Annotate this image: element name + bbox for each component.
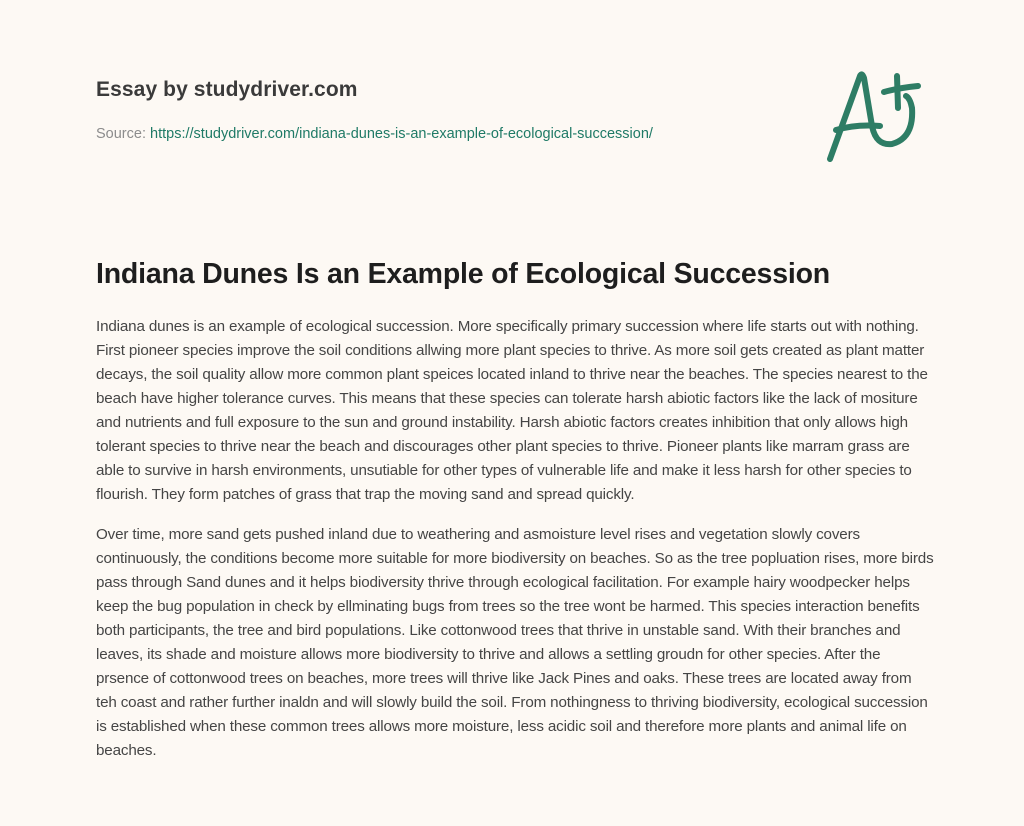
source-label: Source:	[96, 126, 146, 142]
brand-title: Essay by studydriver.com	[96, 78, 358, 101]
source-line	[96, 124, 796, 144]
source-link[interactable]: https://studydriver.com/indiana-dunes-is-an-example-of-ecological-succession/	[150, 126, 653, 142]
a-plus-grade-icon	[822, 64, 932, 164]
paragraph: Indiana dunes is an example of ecological succession. More specifically primary succession where life starts out with nothing. First pioneer species improve the soil conditions allwing more plant species to thrive. As more soil gets created as plant matter decays, the soil quality allow more common plant speices located inland to thrive near the beaches. The species nearest to the beach have higher tolerance curves. This means that these species can tolerate harsh abiotic factors like the lack of mositure and nutrients and full exposure to the sun and ground instability. Harsh abiotic factors creates inhibition that only allows high tolerant species to thrive near the beach and discourages other plant species to thrive. Pioneer plants like marram grass are able to survive in harsh environments, unsutiable for other types of vulnerable life and make it less harsh for other species to flourish. They form patches of grass that trap the moving sand and spread quickly.	[96, 318, 928, 503]
page-header	[96, 76, 796, 144]
paragraph: Over time, more sand gets pushed inland due to weathering and asmoisture level rises and vegetation slowly covers continuously, the conditions become more suitable for more biodiversity on beaches. So as the tree popluation rises, more birds pass through Sand dunes and it helps biodiversity thrive through ecological facilitation. For example hairy woodpecker helps keep the bug population in check by ellminating bugs from trees so the tree wont be harmed. This species interaction benefits both participants, the tree and bird populations. Like cottonwood trees that thrive in unstable sand. With their branches and leaves, its shade and moisture allows more biodiversity to thrive and allows a settling groudn for other species. After the prsence of cottonwood trees on beaches, more trees will thrive like Jack Pines and oaks. These trees are located away from teh coast and rather further inaldn and will slowly build the soil. From nothingness to thriving biodiversity, ecological succession is established when these common trees allows more moisture, less acidic soil and therefore more plants and animal life on beaches.	[96, 526, 934, 759]
article-body	[96, 315, 936, 779]
article-title: Indiana Dunes Is an Example of Ecological Succession	[96, 258, 830, 290]
